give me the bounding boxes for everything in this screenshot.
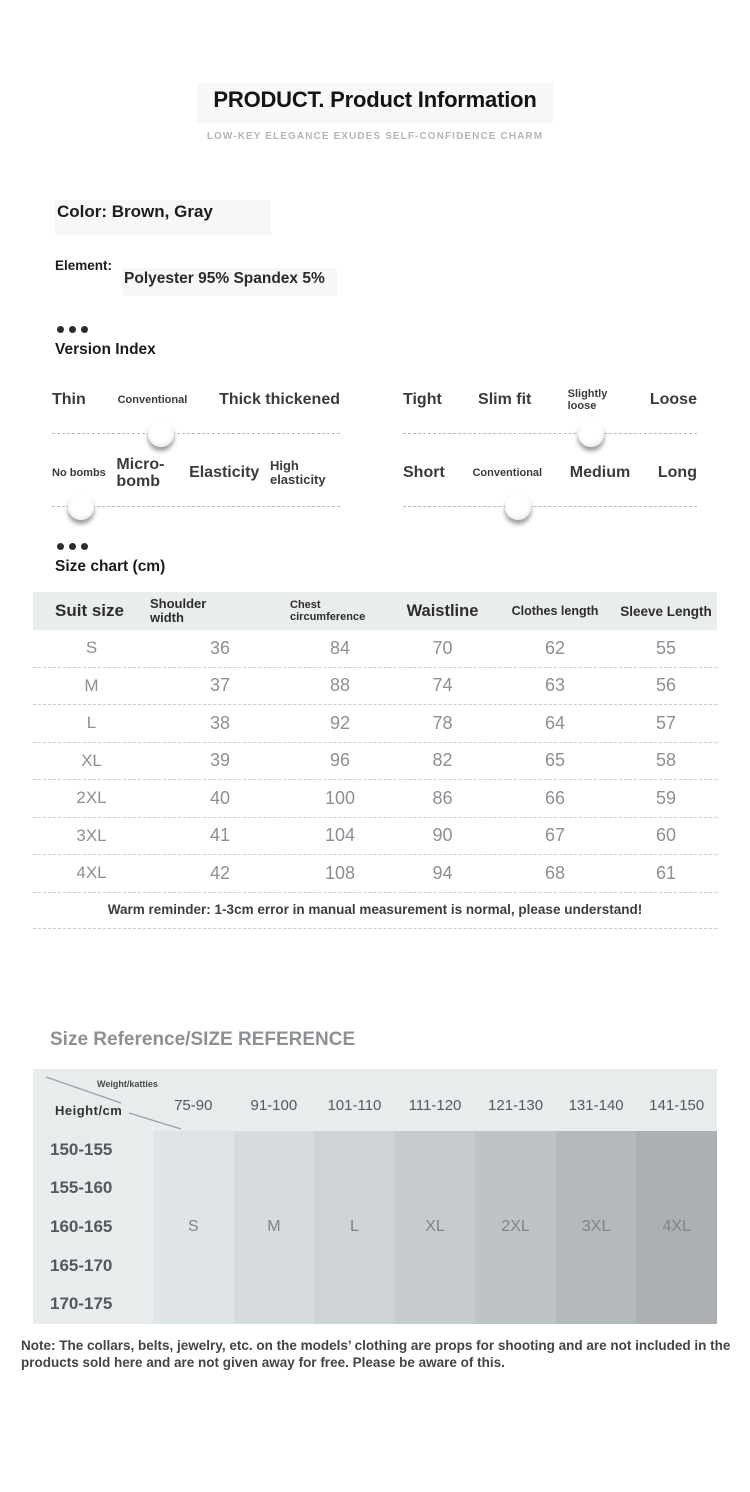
- slider-label: Loose: [649, 391, 697, 408]
- size-reference-size-cell: 3XL: [556, 1131, 637, 1324]
- slider-label: High elasticity: [269, 458, 326, 487]
- size-chart-col-header: Clothes length: [511, 604, 599, 618]
- slider-label: Micro-bomb: [116, 456, 165, 490]
- size-reference-section: [0, 1029, 750, 1324]
- size-chart-table: [33, 592, 717, 929]
- size-reference-corner-cell: [33, 1069, 158, 1131]
- height-range-label: 160-165: [50, 1216, 113, 1236]
- size-chart-row: [33, 855, 717, 893]
- size-chart-cell: 2XL: [76, 788, 107, 808]
- size-reference-header-row: [33, 1069, 717, 1131]
- size-chart-col-header: Sleeve Length: [620, 603, 712, 619]
- size-chart-cell: 86: [432, 787, 453, 808]
- size-chart-cell: 4XL: [76, 863, 107, 883]
- size-reference-size-cell: 4XL: [636, 1131, 717, 1324]
- size-chart-row: [33, 630, 717, 668]
- size-chart-cell: M: [84, 675, 99, 695]
- height-axis-label: Height/cm: [55, 1102, 123, 1118]
- size-reference-heading: Size Reference/SIZE REFERENCE: [50, 1028, 356, 1050]
- size-chart-cell: 58: [655, 750, 677, 771]
- size-chart-row: [33, 818, 717, 856]
- size-chart-cell: 63: [544, 675, 566, 696]
- slider-fit-knob[interactable]: [578, 421, 604, 447]
- size-chart-cell: 68: [544, 862, 566, 883]
- size-chart-cell: 36: [209, 637, 231, 658]
- size-chart-cell: 104: [324, 825, 356, 846]
- size-chart-cell: 96: [329, 750, 351, 771]
- slider-label: Slightly loose: [567, 388, 608, 412]
- size-chart-cell: 74: [432, 675, 453, 696]
- slider-label: Long: [657, 464, 697, 481]
- size-chart-cell: 65: [544, 750, 566, 771]
- size-chart-row: [33, 743, 717, 781]
- size-chart-section: [0, 543, 750, 929]
- color-value: Color: Brown, Gray: [55, 200, 271, 235]
- height-range-column: [33, 1131, 153, 1324]
- size-chart-body: [33, 630, 717, 893]
- size-chart-cell: 60: [655, 825, 677, 846]
- size-reference-size-cell: XL: [395, 1131, 476, 1324]
- slider-thickness-labels: [52, 377, 340, 423]
- size-chart-cell: 70: [432, 637, 453, 658]
- slider-fit: [403, 377, 697, 434]
- size-chart-cell: 57: [655, 712, 677, 733]
- slider-thickness-track[interactable]: [52, 433, 340, 434]
- height-range-label: 150-155: [50, 1139, 113, 1159]
- element-info: [55, 254, 750, 296]
- measurement-reminder: Warm reminder: 1-3cm error in manual measurement is normal, please understand!: [33, 893, 717, 929]
- size-chart-cell: 66: [544, 787, 566, 808]
- size-chart-cell: 41: [209, 825, 231, 846]
- height-range-label: 155-160: [50, 1178, 113, 1198]
- section-dots-icon: [57, 326, 750, 333]
- size-reference-size-cell: 2XL: [475, 1131, 556, 1324]
- slider-label: Conventional: [117, 394, 188, 406]
- size-chart-col-header: Suit size: [55, 601, 124, 620]
- size-chart-cell: 62: [544, 637, 566, 658]
- size-chart-cell: L: [86, 713, 97, 733]
- size-chart-cell: 67: [544, 825, 566, 846]
- size-chart-cell: 92: [329, 712, 351, 733]
- weight-range-header: 121-130: [488, 1097, 544, 1114]
- slider-thickness: [52, 377, 340, 434]
- version-index-section: [0, 326, 750, 507]
- element-label: Element:: [55, 258, 113, 273]
- slider-length-track[interactable]: [403, 506, 697, 507]
- size-chart-row: [33, 705, 717, 743]
- slider-elasticity-knob[interactable]: [68, 494, 94, 520]
- size-chart-row: [33, 668, 717, 706]
- size-reference-body: [33, 1131, 717, 1324]
- page-title: PRODUCT. Product Information: [0, 78, 750, 123]
- size-chart-cell: 56: [655, 675, 677, 696]
- size-chart-cell: 38: [209, 712, 231, 733]
- size-chart-col-header: Chest circumference: [290, 599, 366, 623]
- slider-length: [403, 450, 697, 507]
- size-chart-cell: 84: [329, 637, 351, 658]
- version-index-heading: Version Index: [55, 341, 156, 358]
- slider-elasticity: [52, 450, 340, 507]
- size-chart-header-row: [33, 592, 717, 630]
- slider-label: Thin: [52, 391, 86, 408]
- size-chart-cell: 3XL: [76, 825, 107, 845]
- size-chart-cell: 40: [209, 787, 231, 808]
- size-chart-cell: 55: [655, 637, 677, 658]
- note-text: Note: The collars, belts, jewelry, etc. on the models’ clothing are props for shooting and are not included in the products sold here and are not given away for free. Please be aware of this.: [21, 1337, 731, 1370]
- slider-length-labels: [403, 450, 697, 496]
- size-chart-cell: 59: [655, 787, 677, 808]
- slider-label: Tight: [403, 391, 442, 408]
- slider-thickness-knob[interactable]: [148, 421, 174, 447]
- size-chart-cell: S: [85, 638, 98, 658]
- slider-length-knob[interactable]: [505, 494, 531, 520]
- height-range-label: 165-170: [50, 1255, 113, 1275]
- size-chart-cell: 100: [324, 787, 356, 808]
- size-chart-heading: Size chart (cm): [55, 558, 166, 575]
- weight-range-header: 75-90: [174, 1097, 213, 1114]
- size-chart-cell: 88: [329, 675, 351, 696]
- element-value: Polyester 95% Spandex 5%: [122, 268, 337, 296]
- size-reference-size-cell: L: [314, 1131, 395, 1324]
- slider-label: Thick thickened: [219, 391, 340, 408]
- size-chart-cell: 64: [544, 712, 566, 733]
- slider-fit-track[interactable]: [403, 433, 697, 434]
- size-chart-cell: 82: [432, 750, 453, 771]
- size-reference-size-cell: M: [234, 1131, 315, 1324]
- slider-elasticity-labels: [52, 450, 340, 496]
- section-dots-icon: [57, 543, 750, 550]
- size-chart-cell: 94: [432, 862, 453, 883]
- slider-label: Elasticity: [189, 464, 260, 481]
- slider-fit-labels: [403, 377, 697, 423]
- size-reference-table: [33, 1069, 717, 1324]
- weight-range-header: 101-110: [327, 1097, 382, 1114]
- size-chart-cell: 78: [432, 712, 453, 733]
- weight-range-header: 91-100: [250, 1097, 298, 1114]
- size-chart-col-header: Waistline: [406, 601, 479, 620]
- weight-axis-label: Weight/katties: [97, 1078, 158, 1089]
- size-chart-cell: 61: [655, 862, 677, 883]
- size-chart-cell: 108: [324, 862, 356, 883]
- size-chart-row: [33, 780, 717, 818]
- page-subtitle: LOW-KEY ELEGANCE EXUDES SELF-CONFIDENCE CHARM: [206, 131, 544, 142]
- weight-range-header: 111-120: [408, 1097, 462, 1114]
- size-chart-cell: 42: [209, 862, 231, 883]
- size-chart-col-header: Shoulder width: [150, 596, 207, 625]
- slider-label: Conventional: [472, 467, 543, 479]
- page-header: [0, 78, 750, 142]
- slider-label: No bombs: [52, 467, 106, 479]
- size-chart-cell: 90: [432, 825, 453, 846]
- size-chart-cell: 39: [209, 750, 231, 771]
- size-reference-size-cell: S: [153, 1131, 234, 1324]
- slider-label: Slim fit: [478, 391, 532, 408]
- size-chart-cell: 37: [209, 675, 231, 696]
- slider-grid: [52, 377, 750, 507]
- weight-range-header: 131-140: [568, 1097, 624, 1114]
- slider-elasticity-track[interactable]: [52, 506, 340, 507]
- size-chart-cell: XL: [81, 750, 102, 770]
- slider-label: Short: [403, 464, 445, 481]
- height-range-label: 170-175: [50, 1294, 113, 1314]
- slider-label: Medium: [569, 464, 631, 481]
- color-info: [55, 202, 750, 222]
- weight-range-header: 141-150: [649, 1097, 705, 1114]
